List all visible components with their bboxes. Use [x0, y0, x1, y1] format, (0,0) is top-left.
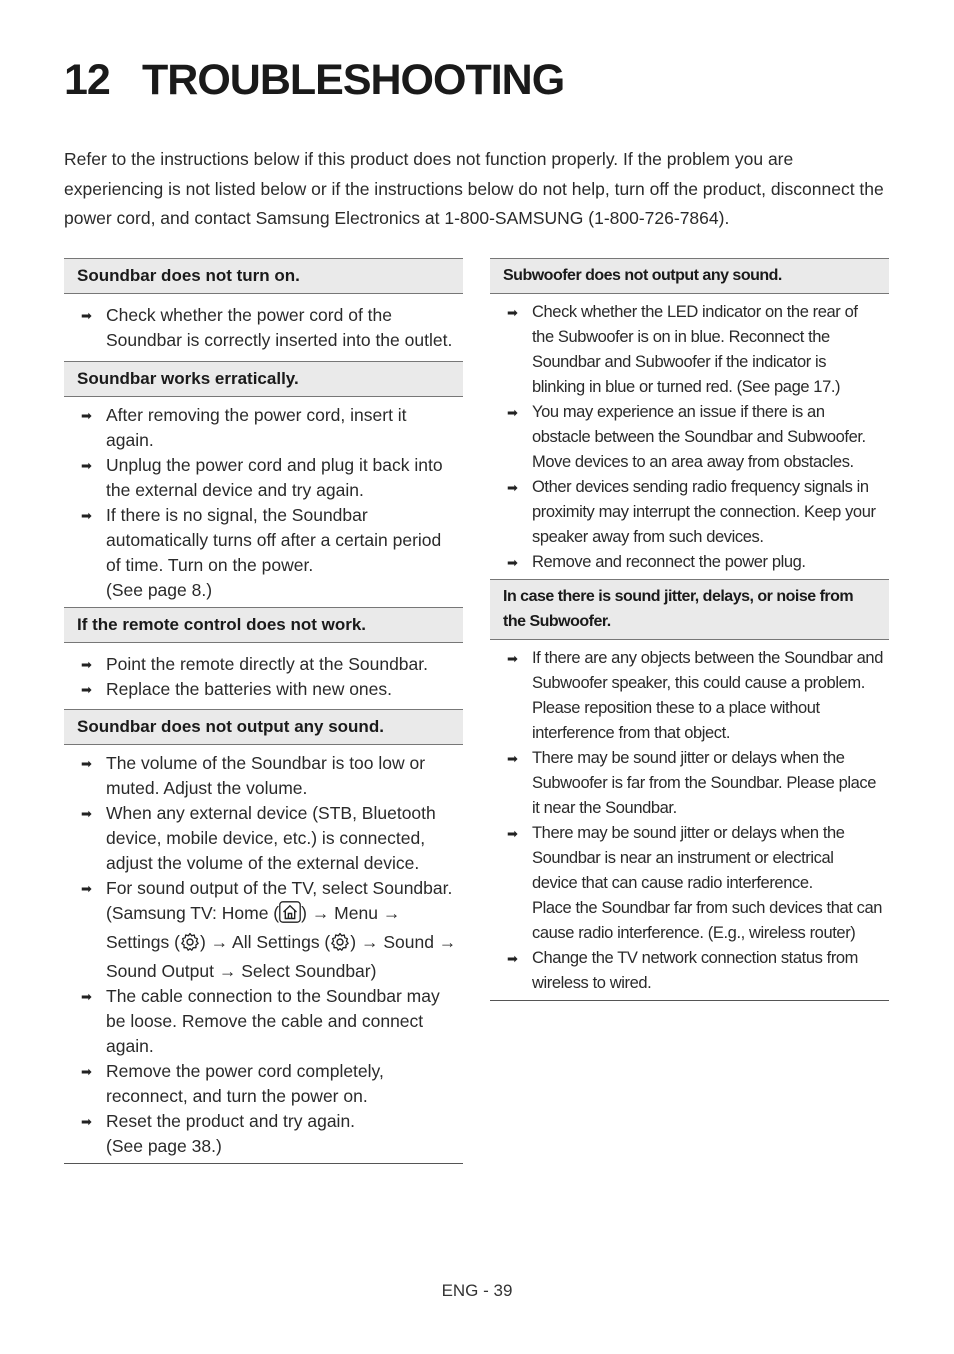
list-item: ➡ For sound output of the TV, select Soundbar. (Samsung TV: Home ( ) → Menu → Settings ( ) → All Settings ( ) → Sound → Sound Output → Select Soundbar) [81, 878, 457, 981]
list-item: ➡ Unplug the power cord and plug it back into the external device and try again. [81, 455, 443, 500]
intro-text: Refer to the instructions below if this product does not function properly. If the problem you are experiencing is not listed below or if the instructions below do not help, turn off the product, disconnect the power cord, and contact Samsung Electronics at 1-800-SAMSUNG (1-800-726-7864). [64, 149, 884, 228]
page-reference: (See page 8.) [106, 580, 213, 600]
chapter-title: TROUBLESHOOTING [142, 56, 565, 104]
list-item: ➡ Reset the product and try again. (See page 38.) [81, 1111, 356, 1156]
item-list [490, 294, 889, 579]
item-list [490, 640, 889, 1000]
section-heading: If the remote control does not work. [64, 607, 463, 643]
arrow-right-icon: ➡ [507, 826, 518, 841]
item-list [64, 745, 463, 1163]
section-heading: Soundbar does not output any sound. [64, 709, 463, 745]
list-item: ➡ Point the remote directly at the Soundbar. [106, 652, 457, 677]
list-item: ➡ If there is no signal, the Soundbar automatically turns off after a certain period of time. Turn on the power. (See page 8.) [81, 505, 442, 600]
section-no-sound [64, 709, 463, 1164]
item-list [64, 397, 463, 607]
list-item: ➡ Remove and reconnect the power plug. [532, 550, 883, 575]
arrow-right-icon: ➡ [81, 756, 92, 771]
section-soundbar-no-power [64, 258, 463, 361]
section-remote-not-working [64, 607, 463, 709]
list-item: ➡ The volume of the Soundbar is too low or muted. Adjust the volume. [81, 753, 426, 798]
item-list [64, 643, 463, 709]
arrow-right-icon: ➡ [507, 751, 518, 766]
section-heading: In case there is sound jitter, delays, or noise from the Subwoofer. [490, 579, 889, 640]
arrow-right-icon: ➡ [507, 555, 518, 570]
list-item: ➡ When any external device (STB, Bluetooth device, mobile device, etc.) is connected, adjust the volume of the external device. [81, 803, 436, 873]
section-subwoofer-jitter [490, 579, 889, 1001]
left-column [64, 258, 463, 1164]
home-icon [279, 901, 301, 930]
item-list [64, 294, 463, 361]
list-item: ➡ After removing the power cord, insert it again. [81, 405, 407, 450]
list-item: ➡ Replace the batteries with new ones. [106, 677, 457, 702]
section-works-erratically [64, 361, 463, 607]
arrow-right-icon: ➡ [81, 508, 92, 523]
section-heading: Soundbar works erratically. [64, 361, 463, 397]
arrow-right-icon: ➡ [81, 408, 92, 423]
list-item: ➡ Change the TV network connection status from wireless to wired. [532, 946, 883, 996]
arrow-right-icon: ➡ [81, 1064, 92, 1079]
list-item: ➡ If there are any objects between the Soundbar and Subwoofer speaker, this could cause a problem. Please reposition these to a place without interference from that object. [532, 646, 883, 746]
arrow-right-icon: ➡ [507, 480, 518, 495]
arrow-right-icon: ➡ [81, 458, 92, 473]
arrow-right-icon: ➡ [81, 881, 92, 896]
arrow-right-icon: ➡ [81, 806, 92, 821]
list-item: ➡ Check whether the power cord of the Soundbar is correctly inserted into the outlet. [81, 305, 453, 350]
page-number: ENG - 39 [441, 1281, 513, 1300]
chapter-number: 12 [64, 56, 110, 104]
list-item: ➡ Other devices sending radio frequency signals in proximity may interrupt the connection. Keep your speaker away from such devices. [532, 475, 883, 550]
page-title [64, 56, 564, 105]
list-item: ➡ You may experience an issue if there is an obstacle between the Soundbar and Subwoofer. Move devices to an area away from obstacles. [532, 400, 883, 475]
arrow-right-icon: ➡ [507, 305, 518, 320]
page-reference: (See page 38.) [106, 1136, 222, 1156]
arrow-right-icon: ➡ [81, 1114, 92, 1129]
section-heading: Subwoofer does not output any sound. [490, 258, 889, 294]
section-heading: Soundbar does not turn on. [64, 258, 463, 294]
list-item: ➡ Remove the power cord completely, reconnect, and turn the power on. [81, 1061, 384, 1106]
list-item: ➡ There may be sound jitter or delays when the Soundbar is near an instrument or electrical device that can cause radio interference. Place the Soundbar far from such devices that can cause radio interference. (E.g., wireless router) [532, 821, 883, 946]
arrow-right-icon: ➡ [507, 405, 518, 420]
arrow-right-icon: ➡ [81, 308, 92, 323]
arrow-right-icon: ➡ [507, 951, 518, 966]
arrow-right-icon: ➡ [81, 657, 92, 672]
list-item-note: Place the Soundbar far from such devices that can cause radio interference. (E.g., wireless router) [532, 899, 883, 942]
arrow-right-icon: ➡ [81, 682, 92, 697]
section-subwoofer-no-sound [490, 258, 889, 579]
list-item: ➡ There may be sound jitter or delays when the Subwoofer is far from the Soundbar. Please place it near the Soundbar. [532, 746, 883, 821]
gear-icon [330, 932, 350, 959]
arrow-right-icon: ➡ [507, 651, 518, 666]
arrow-right-icon: ➡ [81, 989, 92, 1004]
list-item: ➡ The cable connection to the Soundbar may be loose. Remove the cable and connect again. [81, 986, 440, 1056]
gear-icon [180, 932, 200, 959]
right-column [490, 258, 889, 1001]
list-item: ➡ Check whether the LED indicator on the rear of the Subwoofer is on in blue. Reconnect the Soundbar and Subwoofer if the indicator is blinking in blue or turned red. (See page 17.) [532, 300, 883, 400]
